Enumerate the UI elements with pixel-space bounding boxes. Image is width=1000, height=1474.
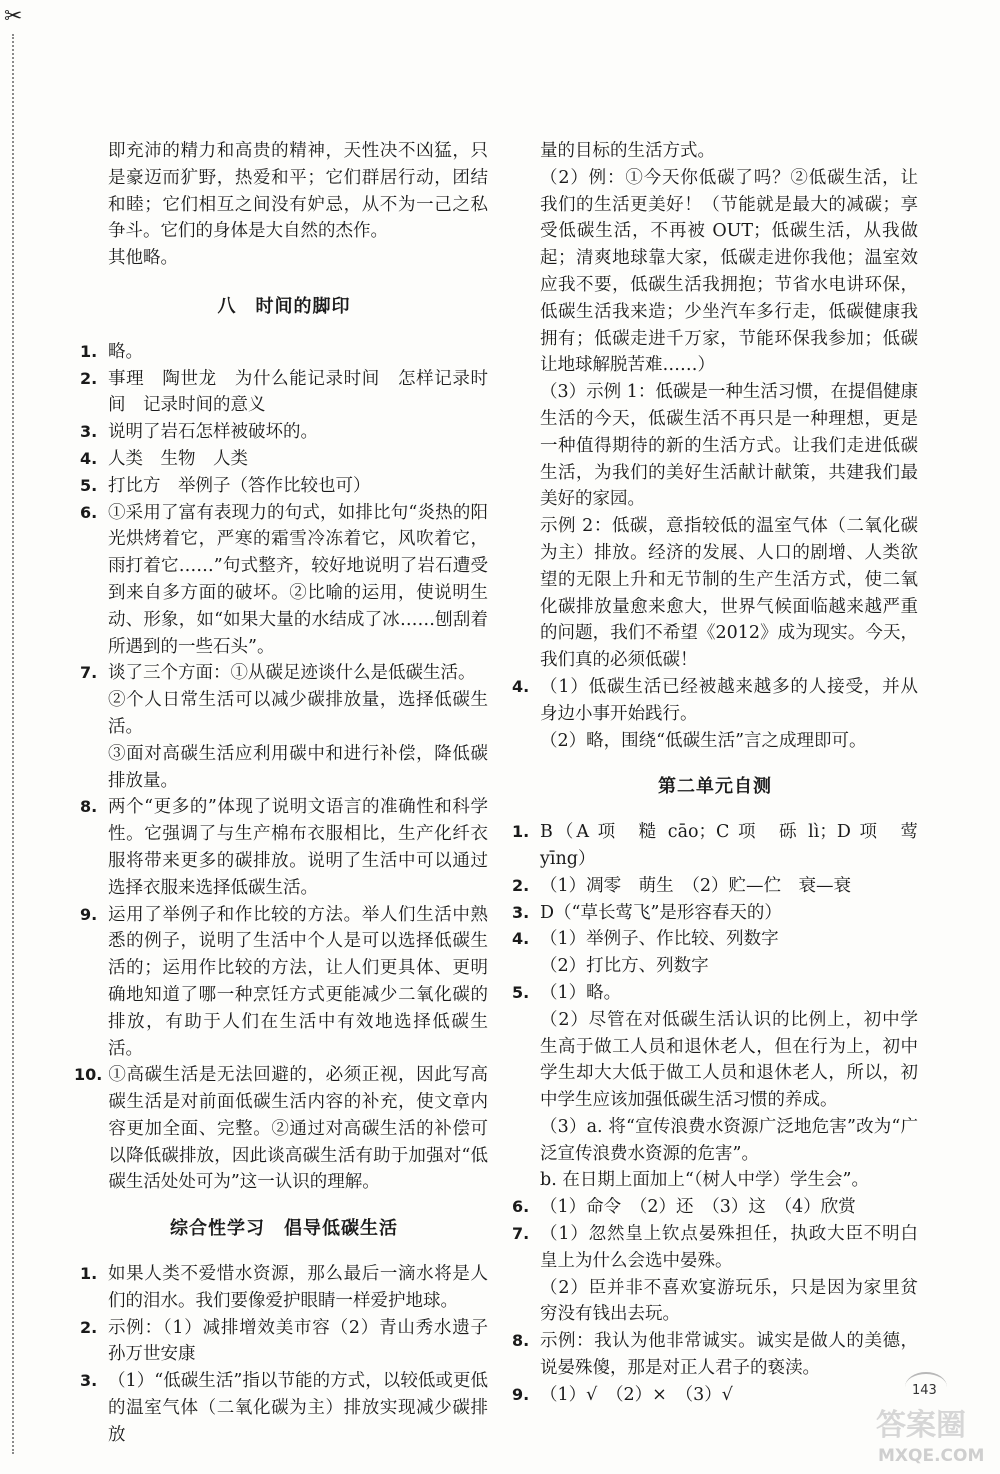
answer-line: （2）打比方、列数字	[540, 956, 709, 977]
answer-item	[512, 900, 918, 927]
answer-line: （1）命令 （2）还 （3）这 （4）欣赏	[540, 1197, 856, 1218]
answer-line: 谈了三个方面：①从碳足迹谈什么是低碳生活。	[108, 663, 476, 684]
answer-text	[108, 1062, 488, 1196]
answer-line: 两个“更多的”体现了说明文语言的准确性和科学性。它强调了与生产棉布衣服相比，生产化纤衣服将带来更多的碳排放。说明了生活中可以通过选择衣服来选择低碳生活。	[108, 797, 488, 898]
left-column	[74, 138, 488, 1449]
answer-item	[80, 1261, 488, 1315]
answer-item	[80, 500, 488, 661]
answer-number: 1.	[80, 1264, 98, 1284]
answer-text	[540, 1382, 918, 1409]
answer-text	[108, 419, 488, 446]
section-8-list	[74, 339, 488, 1197]
answer-line: （3）a. 将“宣传浪费水资源广泛地危害”改为“广泛宣传浪费水资源的危害”。	[540, 1116, 918, 1164]
answer-line: 示例：（1）减排增效美市容（2）青山秀水遗子孙万世安康	[108, 1317, 488, 1365]
answer-number: 7.	[80, 663, 98, 683]
answer-text	[540, 873, 918, 900]
answer-line: （1）“低碳生活”指以节能的方式，以较低或更低的温室气体（二氧化碳为主）排放实现减少碳排放	[108, 1371, 488, 1445]
answer-number: 10.	[74, 1065, 103, 1085]
intro-other: 其他略。	[108, 248, 178, 269]
answer-line: ①高碳生活是无法回避的，必须正视，因此写高碳生活是对前面低碳生活内容的补充，使文章内容更加全面、完整。②通过对高碳生活的补偿可以降低碳排放，因此谈高碳生活有助于加强对“低碳生活处处可为”这一认识的理解。	[108, 1065, 488, 1193]
answer-text	[540, 1194, 918, 1221]
answer-line: （1）√ （2）× （3）√	[540, 1384, 733, 1405]
answer-number: 6.	[80, 502, 98, 522]
answer-line: B（A 项 糙 cāo；C 项 砾 lì；D 项 莺 yīng）	[540, 822, 918, 869]
answer-number: 3.	[80, 422, 98, 442]
answer-item	[512, 1328, 918, 1382]
answer-number: 3.	[512, 902, 530, 922]
answer-line: （2）臣并非不喜欢宴游玩乐，只是因为家里贫穷没有钱出去玩。	[540, 1277, 918, 1325]
answer-line: ②个人日常生活可以减少碳排放量，选择低碳生活。	[108, 690, 488, 737]
answer-number: 1.	[512, 822, 530, 842]
answer-line: 事理 陶世龙 为什么能记录时间 怎样记录时间 记录时间的意义	[108, 368, 488, 416]
intro-paragraph: 即充沛的精力和高贵的精神，天性决不凶猛，只是豪迈而犷野，热爱和平；它们群居行动，团结和睦；它们相互之间没有妒忌，从不为一己之私争斗。它们的身体是大自然的杰作。	[108, 141, 488, 242]
answer-number: 5.	[80, 475, 98, 495]
answer-line: b. 在日期上面加上“（树人中学）学生会”。	[540, 1170, 869, 1191]
cut-line	[12, 34, 14, 1454]
answer-text	[540, 674, 918, 754]
watermark-text: 答案圈	[876, 1408, 966, 1443]
answer-item	[80, 446, 488, 473]
answer-line: 人类 生物 人类	[108, 448, 248, 469]
page-number: 143	[912, 1383, 937, 1398]
answer-3-part3-example2: 示例 2：低碳，意指较低的温室气体（二氧化碳为主）排放。经济的发展、人口的剧增、人类欲望的无限上升和无节制的生产生活方式，使二氧化碳排放量愈来愈大，世界气候面临越来越严重的问题，我们不希望《2012》成为现实。今天，我们真的必须低碳！	[540, 516, 918, 671]
answer-number: 2.	[512, 875, 530, 895]
answer-text	[540, 926, 918, 980]
unit2-list	[512, 819, 918, 1409]
watermark-url: MXQE.COM	[878, 1446, 985, 1466]
answer-text	[540, 1328, 918, 1382]
answer-line: ①采用了富有表现力的句式，如排比句“炎热的阳光烘烤着它，严寒的霜雪冷冻着它，风吹着它，雨打着它……”句式整齐，较好地说明了岩石遭受到来自多方面的破坏。②比喻的运用，使说明生动、形象，如“如果大量的水结成了冰……刨刮着所遇到的一些石头”。	[108, 502, 488, 657]
answer-item	[512, 926, 918, 980]
answer-text	[108, 366, 488, 420]
answer-text	[540, 1221, 918, 1328]
answer-number: 7.	[512, 1224, 530, 1244]
answer-item	[512, 980, 918, 1194]
answer-item	[80, 1368, 488, 1448]
answer-text	[108, 473, 488, 500]
scissors-icon: ✂	[4, 4, 23, 29]
answer-text	[540, 900, 918, 927]
answer-text	[108, 902, 488, 1063]
answer-3-part2: （2）例：①今天你低碳了吗？②低碳生活，让我们的生活更美好！（节能就是最大的减碳；享受低碳生活，不再被 OUT；低碳生活，从我做起；清爽地球靠大家，低碳走进你我他；温室效应我不要，低碳生活我拥抱；节省水电讲环保，低碳生活我来造；少坐汽车多行走，低碳健康我拥有；低碳走进千万家，节能环保我参加；低碳让地球解脱苦难……）	[540, 167, 918, 376]
answer-line: （1）低碳生活已经被越来越多的人接受，并从身边小事开始践行。	[540, 676, 918, 724]
answer-line: 如果人类不爱惜水资源，那么最后一滴水将是人们的泪水。我们要像爱护眼睛一样爱护地球。	[108, 1264, 488, 1311]
answer-line: 打比方 举例子（答作比较也可）	[108, 475, 371, 496]
answer-line: （1）略。	[540, 982, 622, 1003]
answer-item	[512, 1382, 918, 1409]
answer-line: 示例：我认为他非常诚实。诚实是做人的美德，说晏殊傻，那是对正人君子的亵渎。	[540, 1331, 918, 1379]
answer-number: 9.	[80, 904, 98, 924]
answer-line: （2）略，围绕“低碳生活”言之成理即可。	[540, 730, 867, 751]
right-column	[512, 138, 918, 1409]
answer-number: 4.	[512, 929, 530, 949]
answer-text	[540, 980, 918, 1194]
answer-number: 8.	[512, 1331, 530, 1351]
answer-number: 2.	[80, 368, 98, 388]
watermark-logo	[868, 1395, 998, 1470]
answer-text	[108, 1315, 488, 1369]
answer-line: ③面对高碳生活应利用碳中和进行补偿，降低碳排放量。	[108, 743, 488, 791]
answer-line: （1）忽然皇上钦点晏殊担任，执政大臣不明白皇上为什么会选中晏殊。	[540, 1224, 918, 1271]
answer-line: （2）尽管在对低碳生活认识的比例上，初中学生高于做工人员和退休老人，但在行为上，初中学生却大大低于做工人员和退休老人，所以，初中学生应该加强低碳生活习惯的养成。	[540, 1009, 918, 1111]
answer-item	[80, 794, 488, 901]
section-title-zonghe: 综合性学习 倡导低碳生活	[170, 1218, 398, 1240]
answer-number: 9.	[512, 1384, 530, 1404]
answer-line: （1）凋零 萌生 （2）贮—伫 衰—衰	[540, 875, 852, 896]
answer-number: 3.	[80, 1371, 98, 1391]
answer-item	[80, 473, 488, 500]
answer-3-part3-example1: （3）示例 1：低碳是一种生活习惯，在提倡健康生活的今天，低碳生活不再只是一种理想，更是一种值得期待的新的生活方式。让我们走进低碳生活，为我们的美好生活献计献策，共建我们最美好的家园。	[540, 382, 918, 510]
answer-item	[74, 1062, 488, 1196]
answer-number: 1.	[80, 341, 98, 361]
answer-3-continued: 量的目标的生活方式。	[540, 141, 715, 161]
answer-item	[512, 674, 918, 754]
answer-item	[80, 419, 488, 446]
answer-item	[80, 366, 488, 420]
answer-number: 4.	[512, 676, 530, 696]
answer-text	[108, 1261, 488, 1315]
answer-item	[512, 1221, 918, 1328]
zonghe-list	[80, 1261, 488, 1449]
answer-item	[80, 902, 488, 1063]
answer-number: 2.	[80, 1317, 98, 1337]
answer-number: 5.	[512, 982, 530, 1002]
answer-text	[108, 794, 488, 901]
answer-number: 4.	[80, 448, 98, 468]
answer-number: 6.	[512, 1197, 530, 1217]
answer-item	[512, 1194, 918, 1221]
answer-text	[108, 446, 488, 473]
answer-4	[512, 674, 918, 754]
section-title-unit2: 第二单元自测	[658, 776, 772, 798]
answer-text	[108, 1368, 488, 1448]
answer-item	[80, 1315, 488, 1369]
answer-text	[108, 660, 488, 794]
answer-line: 运用了举例子和作比较的方法。举人们生活中熟悉的例子，说明了生活中个人是可以选择低碳生活的；运用作比较的方法，让人们更具体、更明确地知道了哪一种烹饪方式更能减少二氧化碳的排放，有助于人们在生活中有效地选择低碳生活。	[108, 904, 488, 1059]
answer-line: （1）举例子、作比较、列数字	[540, 929, 779, 950]
section-title-8: 八 时间的脚印	[217, 295, 351, 317]
answer-item	[80, 339, 488, 366]
answer-line: 略。	[108, 341, 143, 362]
answer-text	[540, 819, 918, 873]
answer-line: 说明了岩石怎样被破坏的。	[108, 422, 318, 443]
answer-text	[108, 339, 488, 366]
answer-item	[512, 819, 918, 873]
answer-number: 8.	[80, 797, 98, 817]
answer-line: D（“草长莺飞”是形容春天的）	[540, 902, 782, 923]
answer-item	[80, 660, 488, 794]
answer-item	[512, 873, 918, 900]
answer-text	[108, 500, 488, 661]
